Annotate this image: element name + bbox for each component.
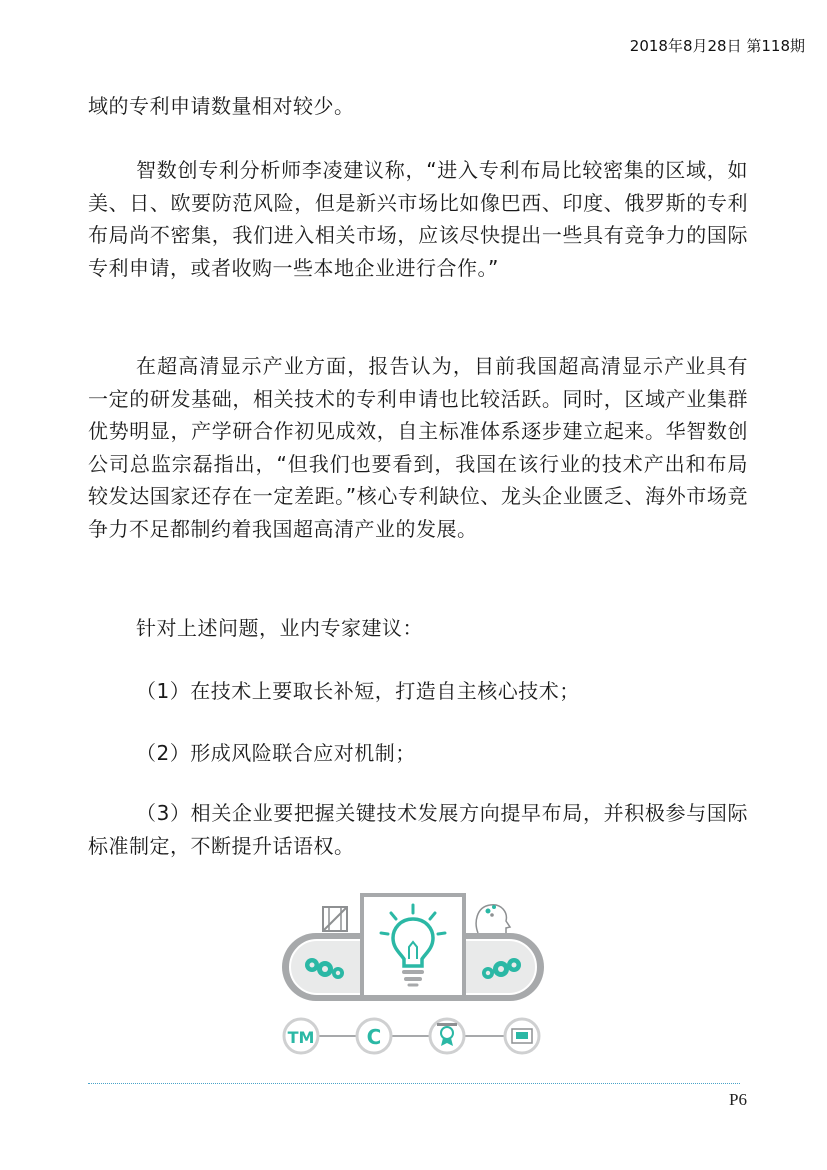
svg-text:C: C [366,1025,382,1049]
footer-divider [88,1083,740,1084]
document-screen-icon [505,1019,539,1053]
article-body-6 [88,737,748,770]
certificate-icon [430,1019,464,1053]
article-body-7 [88,797,748,862]
svg-text:TM: TM [287,1028,315,1047]
article-body-4 [88,612,748,645]
crate-icon [323,907,347,931]
copyright-icon [357,1019,391,1053]
paragraph-continuation: 域的专利申请数量相对较少。 [88,94,355,118]
head-ideas-icon [476,905,510,933]
suggestion-item-2: （2）形成风险联合应对机制； [136,741,416,765]
article-body [88,90,748,123]
article-body-3 [88,350,748,545]
paragraph-suggestions-intro: 针对上述问题，业内专家建议： [136,616,423,640]
header-date-issue: 2018年8月28日 第118期 [629,37,805,55]
page-number: P6 [729,1090,747,1109]
paragraph-analyst-quote: 智数创专利分析师李凌建议称，“进入专利布局比较密集的区域，如美、日、欧要防范风险，但是新兴市场比如像巴西、印度、俄罗斯的专利布局尚不密集，我们进入相关市场，应该尽快提出一些具有竞争力的国际专利申请，或者收购一些本地企业进行合作。” [88,158,748,280]
article-body-5 [88,675,748,708]
trademark-icon [284,1019,318,1053]
article-body-2 [88,154,748,284]
suggestion-item-1: （1）在技术上要取长补短，打造自主核心技术； [136,679,580,703]
paragraph-uhd-industry: 在超高清显示产业方面，报告认为，目前我国超高清显示产业具有一定的研发基础，相关技术的专利申请也比较活跃。同时，区域产业集群优势明显，产学研合作初见成效，自主标准体系逐步建立起来。华智数创公司总监宗磊指出，“但我们也要看到，我国在该行业的技术产出和布局较发达国家还存在一定差距。”核心专利缺位、龙头企业匮乏、海外市场竞争力不足都制约着我国超高清产业的发展。 [88,354,748,541]
suggestion-item-3: （3）相关企业要把握关键技术发展方向提早布局，并积极参与国际标准制定，不断提升话语权。 [88,801,748,858]
innovation-illustration [278,893,548,1067]
